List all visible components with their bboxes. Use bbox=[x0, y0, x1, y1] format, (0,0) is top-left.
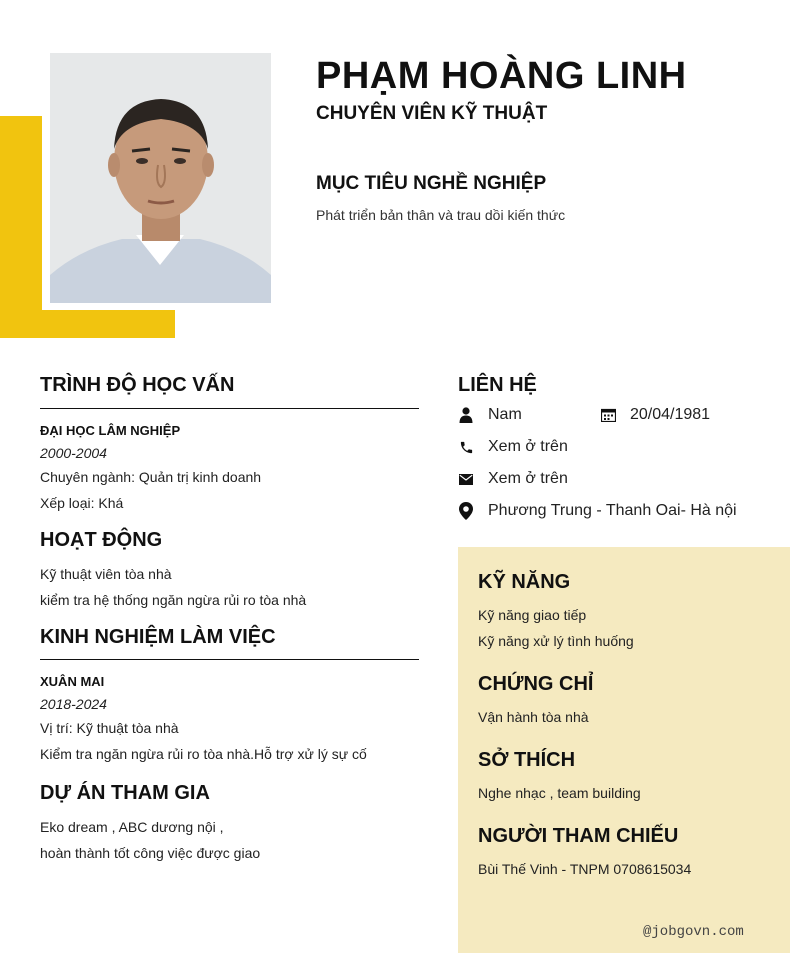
references-heading: NGƯỜI THAM CHIẾU bbox=[478, 825, 679, 847]
objective-heading: MỤC TIÊU NGHỀ NGHIỆP bbox=[316, 173, 547, 194]
experience-description: Kiểm tra ngăn ngừa rủi ro tòa nhà.Hỗ trợ xử lý sự cố bbox=[40, 746, 367, 762]
objective-text: Phát triển bản thân và trau dồi kiến thức bbox=[316, 207, 566, 223]
education-grade: Xếp loại: Khá bbox=[40, 495, 124, 511]
certificates-heading: CHỨNG CHỈ bbox=[478, 673, 594, 695]
phone-icon bbox=[458, 438, 474, 456]
activity-item: kiểm tra hệ thống ngăn ngừa rủi ro tòa nhà bbox=[40, 592, 307, 608]
projects-heading: DỰ ÁN THAM GIA bbox=[40, 782, 210, 804]
certificate-item: Vận hành tòa nhà bbox=[478, 709, 589, 725]
activities-section bbox=[40, 529, 419, 608]
location-pin-icon bbox=[458, 502, 474, 520]
experience-position: Vị trí: Kỹ thuật tòa nhà bbox=[40, 720, 179, 736]
phone-value: Xem ở trên bbox=[488, 438, 568, 455]
side-panel bbox=[458, 547, 790, 953]
activity-item: Kỹ thuật viên tòa nhà bbox=[40, 566, 172, 582]
left-column bbox=[40, 374, 419, 861]
education-divider bbox=[40, 408, 419, 409]
contact-address bbox=[458, 502, 737, 520]
experience-section bbox=[40, 626, 419, 762]
contact-phone bbox=[458, 438, 568, 456]
contact-birthday bbox=[600, 406, 710, 424]
education-school: ĐẠI HỌC LÂM NGHIỆP bbox=[40, 423, 181, 438]
experience-years: 2018-2024 bbox=[40, 696, 107, 712]
email-value: Xem ở trên bbox=[488, 470, 568, 487]
activities-heading: HOẠT ĐỘNG bbox=[40, 529, 163, 551]
reference-item: Bùi Thế Vinh - TNPM 0708615034 bbox=[478, 861, 692, 877]
birthday-value: 20/04/1981 bbox=[630, 406, 711, 423]
address-value: Phương Trung - Thanh Oai- Hà nội bbox=[488, 502, 737, 519]
experience-heading: KINH NGHIỆM LÀM VIỆC bbox=[40, 626, 276, 648]
mail-icon bbox=[458, 470, 474, 488]
education-years: 2000-2004 bbox=[40, 445, 107, 461]
watermark: @jobgovn.com bbox=[643, 924, 744, 940]
contact-heading: LIÊN HỆ bbox=[458, 374, 537, 396]
project-item: Eko dream , ABC dương nội , bbox=[40, 819, 224, 835]
skills-heading: KỸ NĂNG bbox=[478, 571, 571, 593]
skill-item: Kỹ năng xử lý tình huống bbox=[478, 633, 634, 649]
contact-email bbox=[458, 470, 568, 488]
education-heading: TRÌNH ĐỘ HỌC VẤN bbox=[40, 374, 235, 396]
hobby-item: Nghe nhạc , team building bbox=[478, 785, 641, 801]
candidate-name: PHẠM HOÀNG LINH bbox=[316, 55, 687, 97]
person-icon bbox=[458, 406, 474, 424]
education-major: Chuyên ngành: Quản trị kinh doanh bbox=[40, 469, 262, 485]
experience-divider bbox=[40, 659, 419, 660]
job-title: CHUYÊN VIÊN KỸ THUẬT bbox=[316, 103, 548, 124]
skill-item: Kỹ năng giao tiếp bbox=[478, 607, 587, 623]
projects-section bbox=[40, 782, 419, 861]
gender-value: Nam bbox=[488, 406, 522, 423]
education-section bbox=[40, 374, 419, 511]
experience-company: XUÂN MAI bbox=[40, 674, 105, 689]
hobbies-heading: SỞ THÍCH bbox=[478, 749, 576, 771]
profile-photo bbox=[50, 53, 271, 303]
calendar-icon bbox=[600, 406, 616, 424]
project-item: hoàn thành tốt công việc được giao bbox=[40, 845, 261, 861]
contact-gender bbox=[458, 406, 522, 424]
